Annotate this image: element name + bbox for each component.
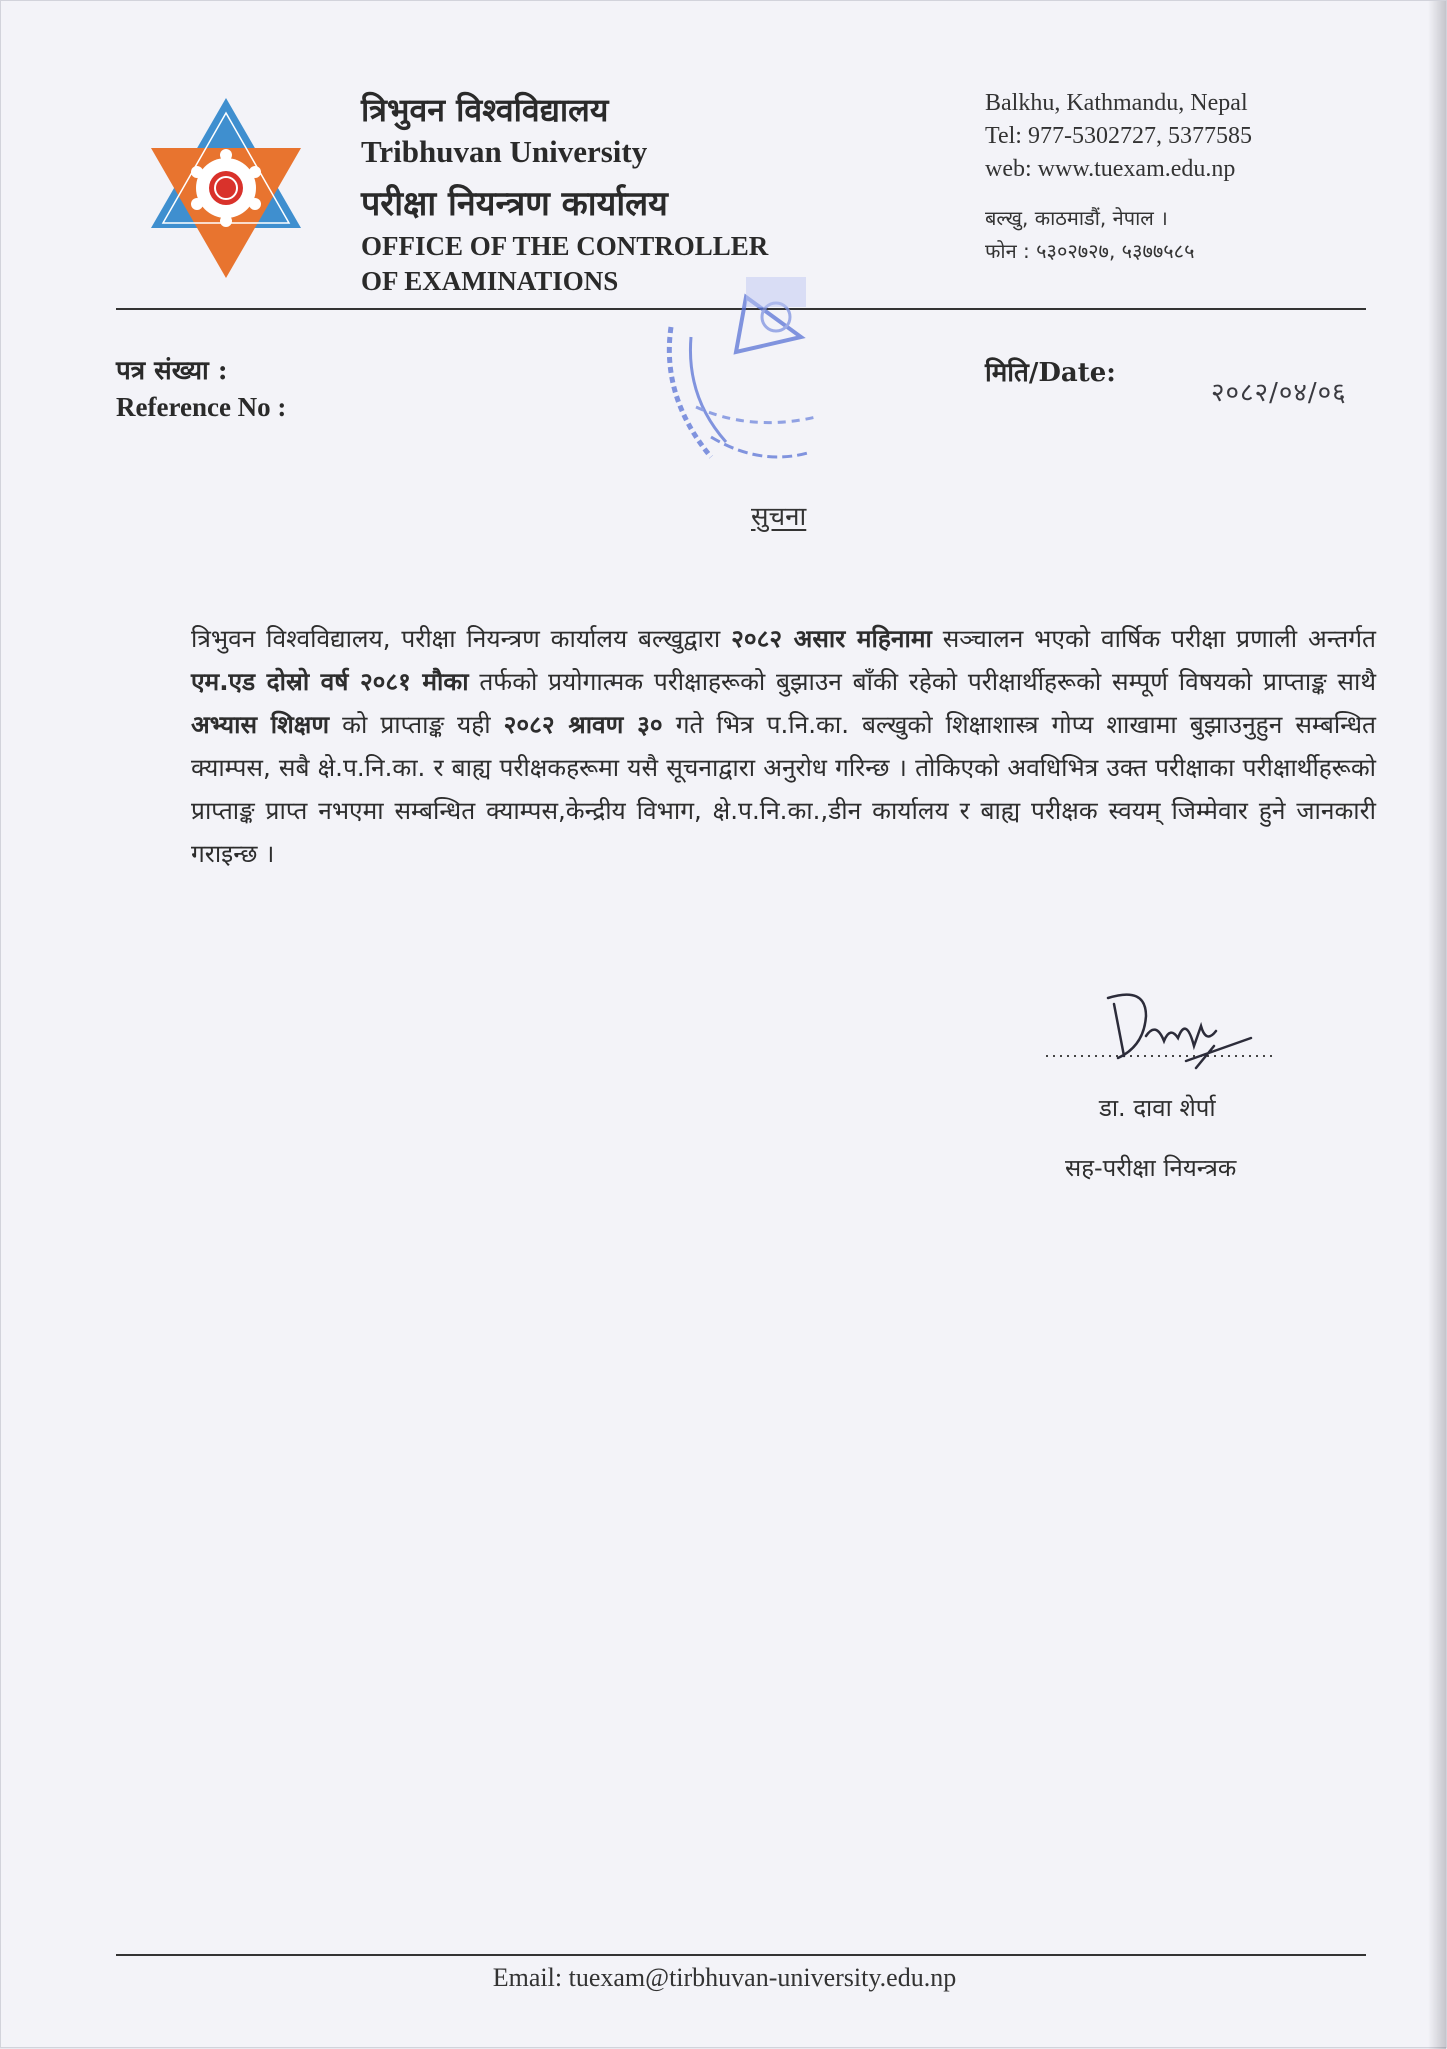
scan-shadow-edge	[1428, 1, 1446, 2049]
header-institution	[361, 89, 768, 299]
reference-label-devanagari: पत्र संख्या :	[116, 356, 228, 386]
office-name-devanagari: परीक्षा नियन्त्रण कार्यालय	[361, 184, 668, 224]
signatory-name: डा. दावा शेर्पा	[1099, 1094, 1216, 1122]
reference-label-english: Reference No :	[116, 392, 287, 422]
office-seal-stamp-icon	[651, 277, 841, 487]
date-label: मिति/Date:	[985, 358, 1116, 388]
notice-subject: सुचना	[751, 502, 807, 532]
address-devanagari: बल्खु, काठमाडौं, नेपाल ।	[985, 206, 1168, 230]
handwritten-signature-icon	[1046, 986, 1276, 1076]
body-segment-bold: एम.एड दोस्रो वर्ष २०८१ मौका	[191, 667, 469, 696]
telephone-english: Tel: 977-5302727, 5377585	[985, 123, 1252, 149]
footer-divider	[116, 1954, 1366, 1956]
body-segment-bold: २०८२ असार महिनामा	[731, 624, 932, 653]
body-segment: त्रिभुवन विश्वविद्यालय, परीक्षा नियन्त्रण कार्यालय बल्खुद्वारा	[191, 624, 732, 653]
date-value: २०८२/०४/०६	[1211, 378, 1347, 408]
footer-email: Email: tuexam@tirbhuvan-university.edu.np	[492, 1963, 957, 1992]
body-segment: को प्राप्ताङ्क यही	[329, 710, 504, 739]
university-emblem-icon	[141, 93, 311, 283]
address-english: Balkhu, Kathmandu, Nepal	[985, 90, 1248, 116]
body-segment: गते भित्र प.नि.का. बल्खुको शिक्षाशास्त्र गोप्य शाखामा बुझाउनुहुन सम्बन्धित क्याम्पस, सबै क्षे.प.नि.का. र बाह्य परीक्षकहरूमा यसै सूचनाद्वारा अनुरोध गरिन्छ । तोकिएको अवधिभित्र उक्त परीक्षाका परीक्षार्थीहरूको प्राप्ताङ्क प्राप्त नभएमा सम्बन्धित क्याम्पस,केन्द्रीय विभाग, क्षे.प.नि.का.,डीन कार्यालय र बाह्य परीक्षक स्वयम् जिम्मेवार हुने जानकारी गराइन्छ ।	[191, 710, 1377, 868]
office-name-english-line2: OF EXAMINATIONS	[361, 266, 619, 296]
reference-block	[116, 353, 286, 425]
signatory-title: सह-परीक्षा नियन्त्रक	[1065, 1154, 1237, 1182]
university-name-english: Tribhuvan University	[361, 134, 648, 169]
body-segment-bold: अभ्यास शिक्षण	[191, 710, 330, 739]
telephone-devanagari: फोन : ५३०२७२७, ५३७७५८५	[985, 239, 1195, 263]
university-name-devanagari: त्रिभुवन विश्वविद्यालय	[361, 91, 609, 129]
body-segment: तर्फको प्रयोगात्मक परीक्षाहरूको बुझाउन बाँकी रहेको परीक्षार्थीहरूको सम्पूर्ण विषयको प्राप्ताङ्क साथै	[468, 667, 1376, 696]
website: web: www.tuexam.edu.np	[985, 156, 1236, 182]
body-segment: सञ्चालन भएको वार्षिक परीक्षा प्रणाली अन्तर्गत	[931, 624, 1376, 653]
office-name-english-line1: OFFICE OF THE CONTROLLER	[361, 231, 769, 261]
notice-body	[191, 617, 1376, 875]
body-segment-bold: २०८२ श्रावण ३०	[503, 710, 663, 739]
header-contact	[985, 87, 1252, 268]
